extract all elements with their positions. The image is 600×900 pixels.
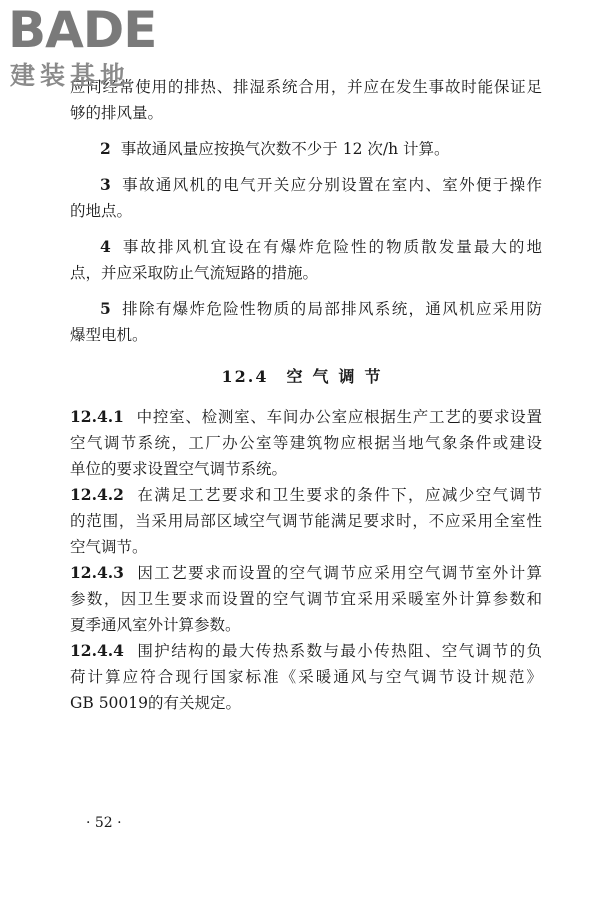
section-title: 空气调节 [286,367,391,386]
clause-number: 12.4.1 [70,407,124,426]
list-item [70,136,542,162]
paragraph-line: GB 50019的有关规定。 [70,694,242,712]
clause-text: 因工艺要求而设置的空气调节应采用空气调节室外计算 [135,564,542,582]
clause-text: 在满足工艺要求和卫生要求的条件下，应减少空气调节 [135,486,542,504]
item-text: 事故排风机宜设在有爆炸危险性的物质散发量最大的地 [120,238,542,256]
paragraph-line: 荷计算应符合现行国家标准《采暖通风与空气调节设计规范》 [70,668,542,686]
item-number: 4 [100,237,111,256]
paragraph-line: 的地点。 [70,202,133,220]
clause [70,482,542,560]
paragraph-line: 单位的要求设置空气调节系统。 [70,460,288,478]
item-number: 5 [100,299,111,318]
logo-subtitle: 建装基地 [10,61,131,90]
item-text: 事故通风量应按换气次数不少于 12 次/h 计算。 [120,140,450,158]
item-number: 3 [100,175,111,194]
paragraph-line: 空气调节。 [70,538,148,556]
page-number: · 52 · [86,815,122,831]
paragraph-line [70,482,542,508]
paragraph-line [70,172,542,198]
paragraph-line: 参数，因卫生要求而设置的空气调节宜采用采暖室外计算参数和 [70,590,542,608]
paragraph-line: 够的排风量。 [70,104,164,122]
clause-number: 12.4.3 [70,563,124,582]
paragraph-line [70,560,542,586]
clause [70,404,542,482]
item-text: 排除有爆炸危险性物质的局部排风系统，通风机应采用防 [120,300,542,318]
clause-text: 围护结构的最大传热系数与最小传热阻、空气调节的负 [135,642,542,660]
paragraph-line [70,638,542,664]
clause-text: 中控室、检测室、车间办公室应根据生产工艺的要求设置 [135,408,542,426]
section-number: 12.4 [221,367,269,386]
paragraph-line [70,136,542,162]
list-item [70,234,542,286]
clause-number: 12.4.2 [70,485,124,504]
item-number: 2 [100,139,111,158]
paragraph-line [70,234,542,260]
paragraph-line: 应同经常使用的排热、排湿系统合用，并应在发生事故时能保证足 [70,78,542,96]
paragraph-line: 的范围，当采用局部区域空气调节能满足要求时，不应采用全室性 [70,512,542,530]
logo-brand: BADE [8,1,157,59]
paragraph-line [70,296,542,322]
page-body [70,74,542,716]
watermark-logo [8,1,188,94]
paragraph-line [70,404,542,430]
paragraph-line: 点，并应采取防止气流短路的措施。 [70,264,319,282]
item-text: 事故通风机的电气开关应分别设置在室内、室外便于操作 [120,176,542,194]
section-heading [70,364,542,390]
paragraph-line: 空气调节系统，工厂办公室等建筑物应根据当地气象条件或建设 [70,434,542,452]
clause [70,560,542,638]
clause-number: 12.4.4 [70,641,124,660]
clause [70,638,542,716]
paragraph-line: 爆型电机。 [70,326,148,344]
list-item [70,172,542,224]
paragraph-line: 夏季通风室外计算参数。 [70,616,241,634]
list-item [70,296,542,348]
